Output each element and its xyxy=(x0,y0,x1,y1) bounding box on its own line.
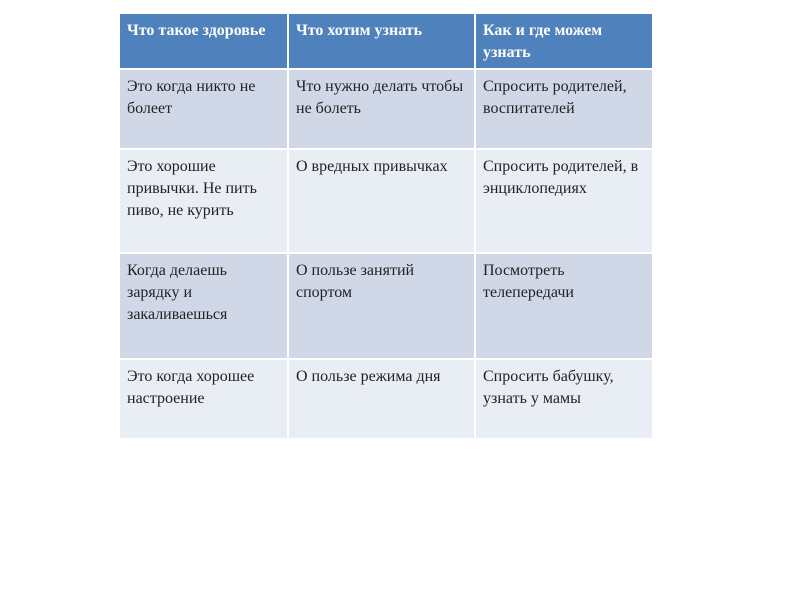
header-cell: Что такое здоровье xyxy=(119,13,288,69)
table-cell: Это хорошие привычки. Не пить пиво, не курить xyxy=(119,149,288,253)
table-cell: Когда делаешь зарядку и закаливаешься xyxy=(119,253,288,359)
table-cell: Спросить родителей, в энциклопедиях xyxy=(475,149,653,253)
table-row xyxy=(119,149,653,253)
table-cell: О пользе режима дня xyxy=(288,359,475,439)
health-table xyxy=(118,12,654,440)
table-cell: О пользе занятий спортом xyxy=(288,253,475,359)
table-row xyxy=(119,69,653,149)
table-cell: Спросить родителей, воспитателей xyxy=(475,69,653,149)
table-cell: Спросить бабушку, узнать у мамы xyxy=(475,359,653,439)
table-cell: Что нужно делать чтобы не болеть xyxy=(288,69,475,149)
table-row xyxy=(119,359,653,439)
table-cell: О вредных привычках xyxy=(288,149,475,253)
header-row xyxy=(119,13,653,69)
table-cell: Это когда хорошее настроение xyxy=(119,359,288,439)
header-cell: Как и где можем узнать xyxy=(475,13,653,69)
table-cell: Это когда никто не болеет xyxy=(119,69,288,149)
header-cell: Что хотим узнать xyxy=(288,13,475,69)
table-row xyxy=(119,253,653,359)
table-cell: Посмотреть телепередачи xyxy=(475,253,653,359)
